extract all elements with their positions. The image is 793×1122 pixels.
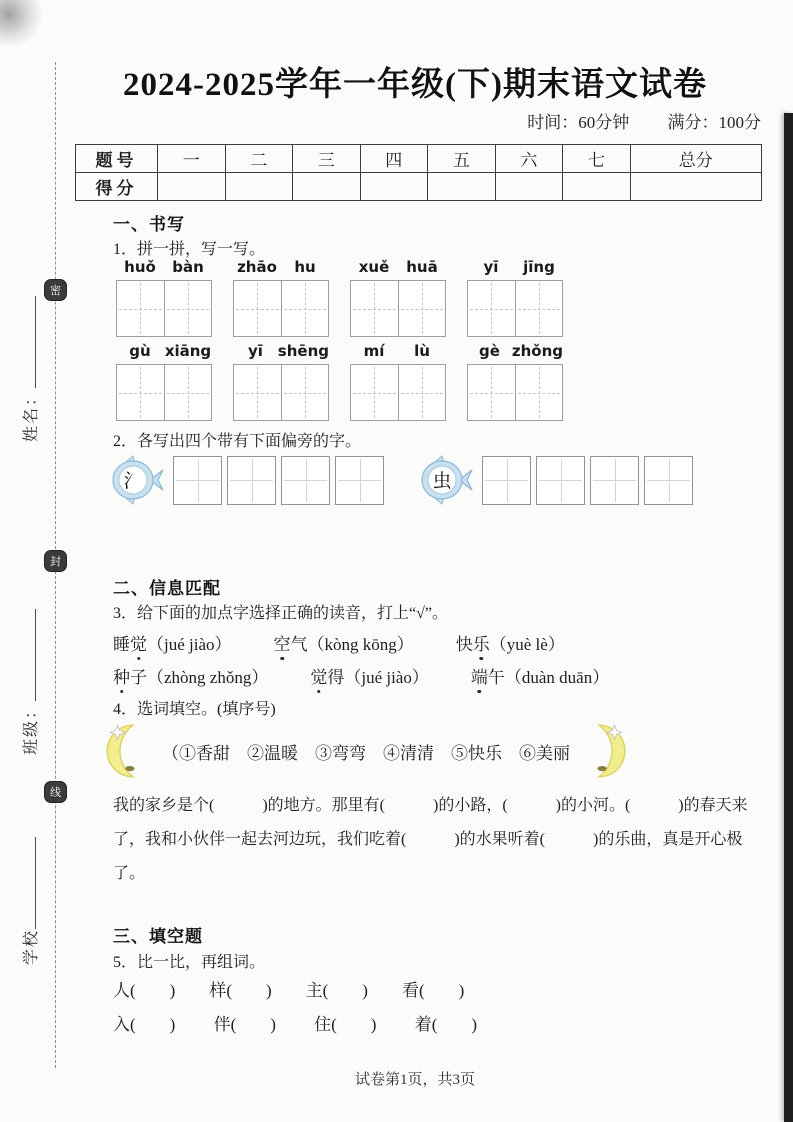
score-table-header-cell: 三 <box>293 145 361 173</box>
dotted-character: 觉 <box>310 663 327 688</box>
writing-cell <box>398 365 446 420</box>
writing-grid <box>116 280 212 337</box>
word-pinyin-options: 气（kòng kōng） <box>290 635 414 654</box>
pinyin-syllable: huā <box>406 258 438 276</box>
word-plain-part: 睡 <box>113 635 130 654</box>
pinyin-syllable: lù <box>414 342 430 360</box>
pinyin-grid-row-1 <box>116 258 563 337</box>
dotted-character: 觉 <box>130 630 147 655</box>
section-1-heading: 一、书写 <box>113 215 185 234</box>
section-3-heading: 三、填空题 <box>113 927 203 946</box>
scan-corner-smudge <box>0 0 46 46</box>
word-pinyin-options: （yuè lè） <box>489 635 565 654</box>
q3-word-item <box>113 630 232 655</box>
dotted-character: 种 <box>113 663 130 688</box>
writing-cell <box>234 281 281 336</box>
writing-cell <box>468 365 515 420</box>
writing-cell <box>515 281 563 336</box>
class-label-text: 班级： <box>23 700 40 755</box>
q5-word-row-2: 入( ) 伴( ) 住( ) 着( ) <box>113 1015 478 1034</box>
q3-word-item <box>456 630 565 655</box>
pinyin-syllable: gù <box>129 342 151 360</box>
writing-grid <box>116 364 212 421</box>
pinyin-syllable: yī <box>483 258 499 276</box>
pinyin-group <box>467 258 563 337</box>
exam-full-score: 满分：100分 <box>667 113 761 132</box>
score-blank-cell <box>158 173 226 201</box>
moon-face <box>597 766 606 771</box>
pinyin-syllable: xiāng <box>164 342 212 360</box>
dotted-character: 乐 <box>473 630 490 655</box>
score-table-header-cell: 一 <box>158 145 226 173</box>
writing-cell <box>468 281 515 336</box>
answer-box <box>281 456 330 505</box>
score-table-header-cell: 五 <box>428 145 496 173</box>
radical-row <box>110 455 698 505</box>
q5-word-row-1: 人( ) 样( ) 主( ) 看( ) <box>113 981 465 1000</box>
pinyin-syllable: yī <box>247 342 263 360</box>
question-3-text: 3．给下面的加点字选择正确的读音，打上“√”。 <box>113 605 448 622</box>
writing-cell <box>351 365 398 420</box>
pinyin-syllable: huǒ <box>124 258 156 276</box>
fish-icon <box>419 455 473 505</box>
score-table-header-cell: 总分 <box>630 145 761 173</box>
score-blank-cell <box>563 173 631 201</box>
section-2-heading: 二、信息匹配 <box>113 579 221 598</box>
score-table-header-cell: 七 <box>563 145 631 173</box>
school-field-label <box>18 785 42 965</box>
score-blank-cell <box>630 173 761 201</box>
answer-box <box>227 456 276 505</box>
score-blank-cell <box>360 173 428 201</box>
score-table-header-cell: 四 <box>360 145 428 173</box>
name-label-text: 姓名： <box>23 387 40 442</box>
pinyin-labels <box>233 342 329 364</box>
paragraph-line: 了。 <box>113 865 146 882</box>
writing-cell <box>281 365 329 420</box>
writing-grid <box>233 280 329 337</box>
word-pinyin-options: 子（zhòng zhǒng） <box>130 668 269 687</box>
q4-fill-paragraph <box>113 789 768 891</box>
word-bank-text: （①香甜 ②温暖 ③弯弯 ④清清 ⑤快乐 ⑥美丽 <box>162 743 570 763</box>
score-table-header-row <box>76 145 762 173</box>
seal-stamp-xian: 线 <box>44 781 67 803</box>
pinyin-syllable: xuě <box>358 258 390 276</box>
pinyin-group <box>116 342 212 421</box>
answer-box <box>644 456 693 505</box>
writing-cell <box>281 281 329 336</box>
score-label-cell: 得分 <box>76 173 158 201</box>
score-table-score-row <box>76 173 762 201</box>
q3-word-item <box>471 663 609 688</box>
pinyin-labels <box>233 258 329 280</box>
school-blank-line <box>20 837 36 929</box>
fish-icon <box>110 455 164 505</box>
question-1-text: 1．拼一拼，写一写。 <box>113 241 266 258</box>
pinyin-syllable: zhāo <box>237 258 277 276</box>
writing-grid <box>350 364 446 421</box>
class-blank-line <box>20 609 36 701</box>
radical-insect: 虫 <box>432 471 452 492</box>
writing-grid <box>350 280 446 337</box>
score-blank-cell <box>225 173 293 201</box>
page-title: 2024-2025学年一年级(下)期末语文试卷 <box>123 67 707 103</box>
score-blank-cell <box>495 173 563 201</box>
writing-cell <box>398 281 446 336</box>
exam-meta <box>527 108 761 133</box>
pinyin-group <box>233 342 329 421</box>
page-footer: 试卷第1页，共3页 <box>354 1072 475 1088</box>
pinyin-group <box>350 342 446 421</box>
pinyin-group <box>116 258 212 337</box>
paragraph-line: 了，我和小伙伴一起去河边玩，我们吃着( )的水果听着( )的乐曲，真是开心极 <box>113 831 743 848</box>
pinyin-syllable: gè <box>478 342 500 360</box>
seal-stamp-mi: 密 <box>44 279 67 301</box>
score-table-header-cell: 六 <box>495 145 563 173</box>
writing-cell <box>164 281 212 336</box>
moon-face <box>125 766 134 771</box>
score-blank-cell <box>293 173 361 201</box>
score-table <box>75 144 762 201</box>
name-field-label <box>18 262 42 442</box>
name-blank-line <box>20 296 36 388</box>
q3-words-line-1 <box>113 630 607 655</box>
question-2-text: 2．各写出四个带有下面偏旁的字。 <box>113 433 362 450</box>
paragraph-line: 我的家乡是个( )的地方。那里有( )的小路，( )的小河。( )的春天来 <box>113 797 748 814</box>
pinyin-labels <box>116 258 212 280</box>
writing-cell <box>117 281 164 336</box>
q3-word-item <box>310 663 429 688</box>
pinyin-grid-row-2 <box>116 342 563 421</box>
answer-box <box>482 456 531 505</box>
q3-word-item <box>274 630 414 655</box>
moon-icon <box>106 719 160 783</box>
seal-stamp-feng: 封 <box>44 550 67 572</box>
writing-cell <box>515 365 563 420</box>
answer-box <box>536 456 585 505</box>
pinyin-labels <box>350 342 446 364</box>
pinyin-labels <box>467 258 563 280</box>
writing-grid <box>467 364 563 421</box>
writing-cell <box>234 365 281 420</box>
school-label-text: 学校 <box>23 928 40 965</box>
word-plain-part: 快 <box>455 635 473 654</box>
pinyin-labels <box>116 342 212 364</box>
pinyin-group <box>350 258 446 337</box>
pinyin-labels <box>467 342 563 364</box>
exam-time: 时间：60分钟 <box>527 113 630 132</box>
radical-water: 氵 <box>123 471 143 492</box>
writing-cell <box>351 281 398 336</box>
word-pinyin-options: 得（jué jiào） <box>327 668 429 687</box>
word-bank-row <box>106 719 626 783</box>
pinyin-group <box>233 258 329 337</box>
answer-box <box>590 456 639 505</box>
pinyin-syllable: bàn <box>172 258 204 276</box>
q3-word-item <box>113 663 268 688</box>
dotted-character: 空 <box>274 630 291 655</box>
pinyin-labels <box>350 258 446 280</box>
question-5-text: 5．比一比，再组词。 <box>113 954 266 971</box>
writing-cell <box>117 365 164 420</box>
writing-cell <box>164 365 212 420</box>
pinyin-group <box>467 342 563 421</box>
class-field-label <box>18 575 42 755</box>
pinyin-syllable: hu <box>294 258 316 276</box>
moon-icon <box>572 719 626 783</box>
writing-grid <box>467 280 563 337</box>
writing-grid <box>233 364 329 421</box>
pinyin-syllable: shēng <box>277 342 329 360</box>
score-blank-cell <box>428 173 496 201</box>
answer-box <box>173 456 222 505</box>
scan-edge-shadow <box>784 113 793 1122</box>
pinyin-syllable: jīng <box>523 258 555 276</box>
score-table-header-cell: 题号 <box>76 145 158 173</box>
score-table-header-cell: 二 <box>225 145 293 173</box>
pinyin-syllable: mí <box>363 342 385 360</box>
word-pinyin-options: 午（duàn duān） <box>487 668 610 687</box>
question-4-text: 4．选词填空。(填序号) <box>113 701 276 718</box>
q3-words-line-2 <box>113 663 651 688</box>
pinyin-syllable: zhǒng <box>511 342 563 360</box>
answer-box <box>335 456 384 505</box>
dotted-character: 端 <box>471 663 488 688</box>
word-pinyin-options: （jué jiào） <box>147 635 232 654</box>
